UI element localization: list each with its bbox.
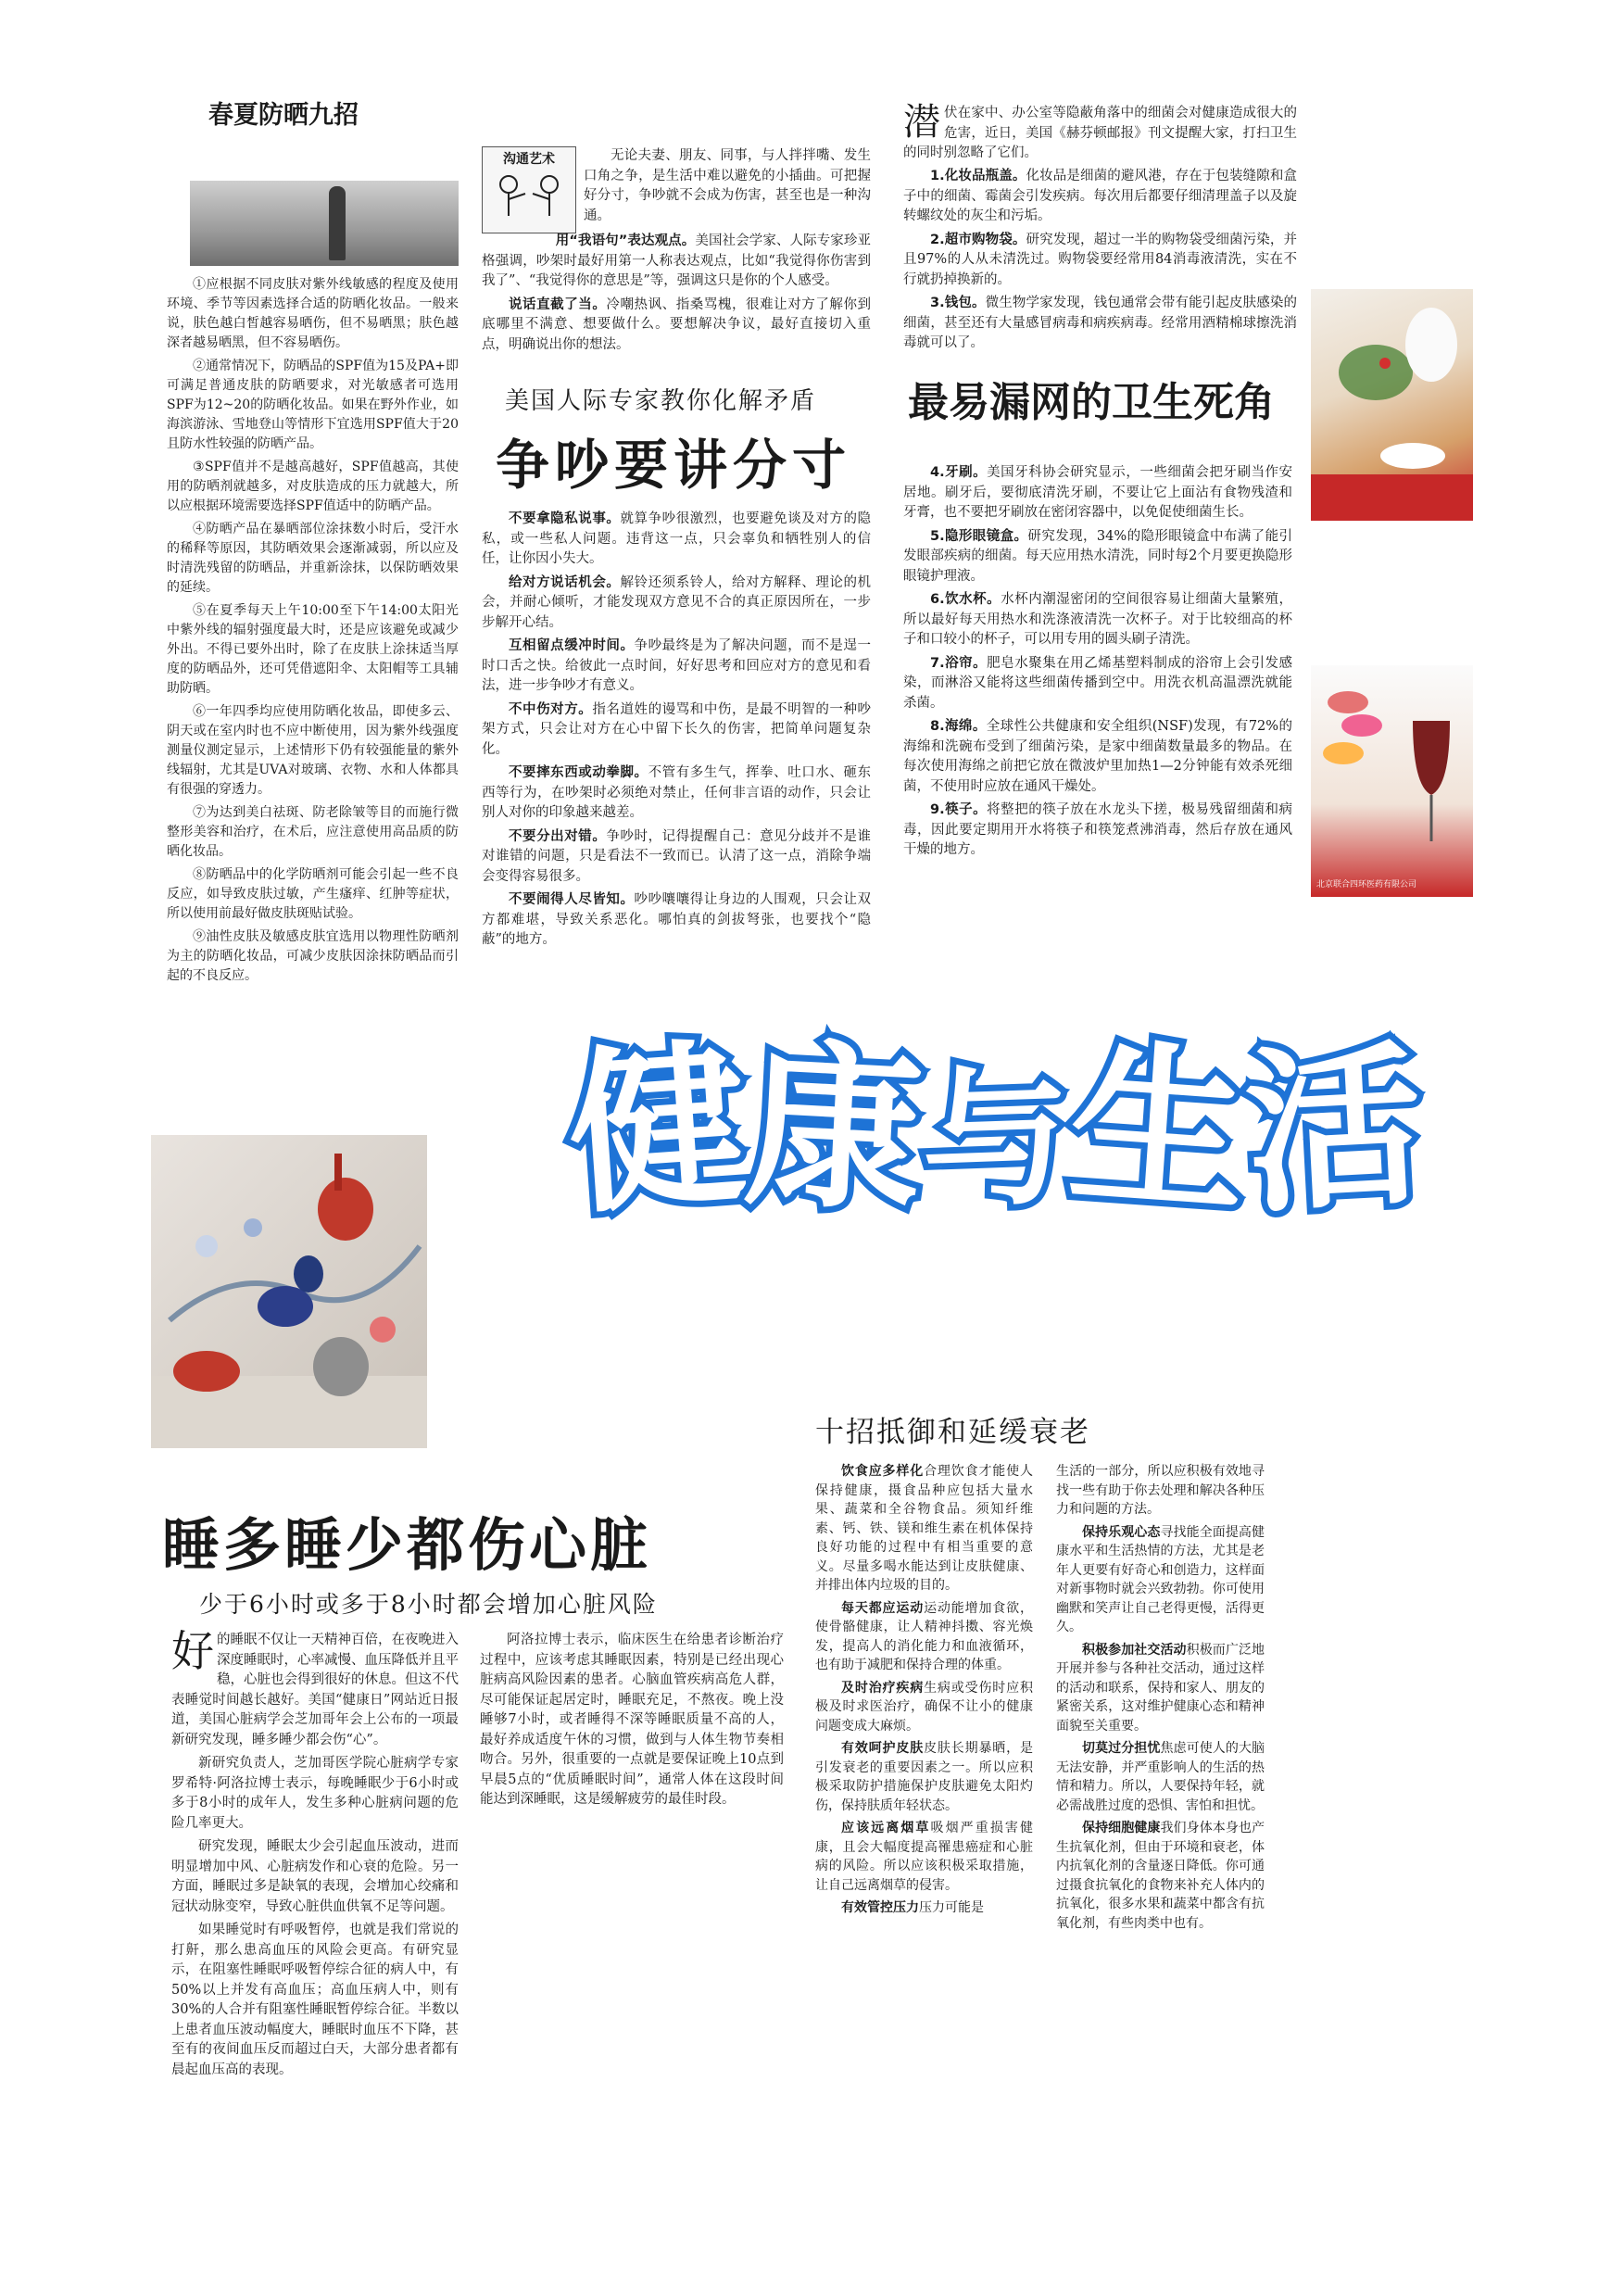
aging-tip-text: 我们身体本身也产生抗氧化剂，但由于环境和衰老，体内抗氧化剂的含量逐日降低。你可通过摄食抗氧化的食物来补充人体内的抗氧化，很多水果和蔬菜中都含有抗氧化剂，有些肉类中也有。 <box>1056 1821 1265 1931</box>
hygiene-item <box>903 717 1292 797</box>
aging-col-2 <box>1056 1462 1265 1936</box>
quarrel-tip-lead: 不要拿隐私说事。 <box>509 511 621 526</box>
sunscreen-tip: ⑤在夏季每天上午10:00至下午14:00太阳光中紫外线的辐射强度最大时，还是应该避免或减少外出。不得已要外出时，除了在皮肤上涂抹适当厚度的防晒品外，还可凭借遮阳伞、太阳帽等工具辅助防晒。 <box>167 603 459 696</box>
banner-char: 活 <box>1240 1023 1428 1237</box>
ad-photo-bottom <box>1311 665 1473 897</box>
banner-char: 与 <box>918 1050 1074 1229</box>
quarrel-tip-text: 就算争吵很激烈，也要避免谈及对方的隐私，或一些私人问题。违背这一点，只会辜负和牺牲别人的信任，让你因小失大。 <box>482 511 872 566</box>
banner-char: 健 <box>562 1021 753 1239</box>
sunscreen-tip: ②通常情况下，防晒品的SPF值为15及PA+即可满足普通皮肤的防晒要求，对光敏感者可选用SPF为12~20的防晒化妆品。如果在野外作业，如海滨游泳、雪地登山等情形下宜选用SPF值大于20且防水性较强的防晒产品。 <box>167 359 459 451</box>
quarrel-body <box>482 510 871 954</box>
hygiene-item-text: 全球性公共健康和安全组织(NSF)发现，有72%的海绵和洗碗布受到了细菌污染，是家中细菌数量最多的物品。在每次使用海绵之前把它放在微波炉里加热1—2分钟能有效杀死细菌，不使用时应放在通风干燥处。 <box>903 719 1292 794</box>
sleep-col-2 <box>480 1631 784 1814</box>
aging-tip-lead: 有效呵护皮肤 <box>841 1741 925 1756</box>
sunscreen-tip: ④防晒产品在暴晒部位涂抹数小时后，受汗水的稀释等原因，其防晒效果会逐渐减弱，所以应及时清洗残留的防晒品，并重新涂抹，以保防晒效果的延续。 <box>167 522 459 595</box>
quarrel-tip-lead: 不中伤对方。 <box>509 701 593 717</box>
quarrel-tip <box>482 510 871 570</box>
quarrel-tip <box>482 700 871 761</box>
sunscreen-tip: ①应根据不同皮肤对紫外线敏感的程度及使用环境、季节等因素选择合适的防晒化妆品。一般来说，肤色越白皙越容易晒伤，但不易晒黑；肤色越深者越易晒黑，但不容易晒伤。 <box>167 277 459 350</box>
sunscreen-title: 春夏防晒九招 <box>208 101 359 130</box>
aging-tip-text: 压力可能是 <box>919 1900 984 1915</box>
aging-tip-lead: 保持乐观心态 <box>1082 1524 1161 1540</box>
sunscreen-tip: ⑧防晒品中的化学防晒剂可能会引起一些不良反应，如导致皮肤过敏，产生瘙痒、红肿等症状，所以使用前最好做皮肤斑贴试验。 <box>167 867 459 921</box>
aging-tip-lead: 饮食应多样化 <box>841 1464 925 1479</box>
sleep-subtitle: 少于6小时或多于8小时都会增加心脏风险 <box>199 1591 658 1618</box>
sleep-p5: 阿洛拉博士表示，临床医生在给患者诊断治疗过程中，应该考虑其睡眠因素，特别是已经出现心脏病高风险因素的患者。心脑血管疾病高危人群，尽可能保证起居定时，睡眠充足，不熬夜。晚上没睡够7小时，或者睡得不深等睡眠质量不高的人，最好养成适度午休的习惯，做到与人体生物节奏相吻合。另外，很重要的一点就是要保证晚上10点到早晨5点的“优质睡眠时间”，通常人体在这段时间能达到深睡眠，这是缓解疲劳的最佳时段。 <box>480 1633 784 1807</box>
quarrel-tip <box>482 827 871 888</box>
quarrel-tip <box>482 637 871 697</box>
hygiene-item-lead: 2.超市购物袋。 <box>930 232 1026 247</box>
quarrel-tip-text: 不管有多生气，挥拳、吐口水、砸东西等行为，在吵架时必须绝对禁止，任何非言语的动作，只会让别人对你的印象越来越差。 <box>482 765 872 820</box>
aging-tip-text: 积极而广泛地开展并参与各种社交活动，通过这样的活动和联系，保持和家人、朋友的紧密关系，这对维护健康心态和精神面貌至关重要。 <box>1056 1642 1265 1734</box>
quarrel-tip <box>482 763 871 824</box>
quarrel-tip-lead: 不要分出对错。 <box>509 828 607 844</box>
ad-company-text: 北京联合四环医药有限公司 <box>1316 880 1417 889</box>
cartoon-illustration <box>482 146 576 233</box>
aging-tip-lead: 有效管控压力 <box>841 1900 919 1915</box>
quarrel-tip-text: 指名道姓的谩骂和中伤，是最不明智的一种吵架方式，只会让对方在心中留下长久的伤害，把简单问题复杂化。 <box>482 701 872 757</box>
arguing-figures-icon <box>483 168 575 229</box>
aging-title: 十招抵御和延缓衰老 <box>815 1416 1090 1449</box>
quarrel-title: 争吵要讲分寸 <box>496 434 852 497</box>
aging-tip-text: 运动能增加食欲，使骨骼健康，让人精神抖擞、容光焕发，提高人的消化能力和血液循环，也有助于减肥和保持合理的体重。 <box>815 1600 1034 1672</box>
hygiene-intro: 潜伏在家中、办公室等隐蔽角落中的细菌会对健康造成很大的危害，近日，美国《赫芬顿邮报》刊文提醒大家，打扫卫生的同时别忽略了它们。 <box>903 101 1297 160</box>
intro3-lead: 说话直截了当。 <box>509 296 607 312</box>
hygiene-item-text: 研究发现，34%的隐形眼镜盒中布满了能引发眼部疾病的细菌。每天应用热水清洗，同时每2个月要更换隐形眼镜护理液。 <box>903 528 1292 584</box>
aging-tip <box>1056 1641 1265 1736</box>
dessert-icon <box>1311 289 1473 521</box>
hygiene-items-b <box>903 463 1292 864</box>
hygiene-item <box>903 167 1297 227</box>
cartoon-label: 沟通艺术 <box>503 152 555 167</box>
kitchen-photo <box>151 1135 427 1448</box>
aging-tip-lead: 每天都应运动 <box>841 1600 925 1616</box>
hygiene-item-lead: 3.钱包。 <box>930 296 986 310</box>
hygiene-item-text: 化妆品是细菌的避风港，存在于包装缝隙和盒子中的细菌、霉菌会引发疾病。每次用后都要仔细清理盖子以及旋转螺纹处的灰尘和污垢。 <box>903 169 1297 223</box>
quarrel-subtitle: 美国人际专家教你化解矛盾 <box>505 387 817 415</box>
hygiene-item-lead: 6.饮水杯。 <box>930 592 1001 607</box>
sleep-drop-cap: 好 <box>171 1626 214 1676</box>
hygiene-item-lead: 8.海绵。 <box>930 719 987 734</box>
aging-tip-text: 合理饮食才能使人保持健康，摄食品种应包括大量水果、蔬菜和全谷物食品。须知纤维素、钙、铁、镁和维生素在机体保持良好功能的过程中有相当重要的意义。尽量多喝水能达到让皮肤健康、并排出体内垃圾的目的。 <box>815 1464 1034 1593</box>
macaron-wine-icon <box>1311 665 1473 897</box>
quarrel-tip <box>482 574 871 634</box>
aging-tip <box>815 1898 1033 1918</box>
hygiene-item-text: 水杯内潮湿密闭的空间很容易让细菌大量繁殖，所以最好每天用热水和洗涤液清洗一次杯子。对于比较细高的杯子和口较小的杯子，可以用专用的圆头刷子清洗。 <box>903 592 1292 647</box>
sunscreen-tip: ⑦为达到美白祛斑、防老除皱等目的而施行微整形美容和治疗，在术后，应注意使用高品质的防晒化妆品。 <box>167 805 459 859</box>
hygiene-item-lead: 7.浴帘。 <box>930 655 988 671</box>
quarrel-tip-lead: 互相留点缓冲时间。 <box>509 638 635 653</box>
hygiene-title: 最易漏网的卫生死角 <box>908 379 1275 426</box>
aging-tip-lead: 积极参加社交活动 <box>1082 1642 1187 1658</box>
sleep-col-1: 好的睡眠不仅让一天精神百倍，在夜晚进入深度睡眠时，心率减慢、血压降低并且平稳，心脏也会得到很好的休息。但这不代表睡觉时间越长越好。美国“健康日”网站近日报道，美国心脏病学会芝加哥年会上公布的一项最新研究发现，睡多睡少都会伤“心”。 新研究负责人，芝加哥医学院心脏病学专家罗希特·阿洛拉博士表示，每晚睡眠少于6小时或多于8小时的成年人，发生多种心脏病问题的危险几率更大。 研究发现，睡眠太少会引起血压波动，进而明显增加中风、心脏病发作和心衰的危险。另一方面，睡眠过多是缺氧的表现，会增加心绞痛和冠状动脉变窄，导致心脏供血供氧不足等问题。 如果睡觉时有呼吸暂停，也就是我们常说的打鼾，那么患高血压的风险会更高。有研究显示，在阻塞性睡眠呼吸暂停综合征的病人中，有50%以上并发有高血压；高血压病人中，则有30%的人合并有阻塞性睡眠暂停综合征。半数以上患者血压波动幅度大，睡眠时血压不下降，甚至有的夜间血压反而超过白天，大部分患者都有晨起血压高的表现。 <box>171 1626 459 2077</box>
aging-tip-lead: 应该远离烟草 <box>841 1821 931 1835</box>
hygiene-item-text: 肥皂水聚集在用乙烯基塑料制成的浴帘上会引发感染，而淋浴又能将这些细菌传播到空中。用洗衣机高温漂洗就能杀菌。 <box>903 655 1292 711</box>
quarrel-tip-text: 吵吵嚷嚷得让身边的人围观，只会让双方都难堪，导致关系恶化。哪怕真的剑拔弩张，也要找个“隐蔽”的地方。 <box>482 892 872 947</box>
quarrel-tip <box>482 890 871 951</box>
hygiene-item-lead: 4.牙刷。 <box>930 465 988 480</box>
hygiene-item-lead: 1.化妆品瓶盖。 <box>930 169 1026 183</box>
hygiene-item-lead: 9.筷子。 <box>930 802 988 817</box>
quarrel-intro-2: 用“我语句”表达观点。美国社会学家、人际专家珍亚格强调，吵架时最好用第一人称表达观点，比如“我觉得你伤害到我了”、“我觉得你的意思是”等，强调这只是你的个人感受。 说话直截了当。冷嘲热讽、指桑骂槐，很难让对方了解你到底哪里不满意、想要做什么。要想解决争议，最好直接切入重点，明确说出你的想法。 <box>482 233 872 352</box>
hygiene-drop-cap: 潜 <box>903 101 940 144</box>
sunscreen-tip: ③SPF值并不是越高越好，SPF值越高，其使用的防晒剂就越多，对皮肤造成的压力就越大，所以应根据环境需要选择SPF值适中的防晒产品。 <box>167 460 459 513</box>
aging-tip <box>815 1819 1033 1895</box>
hygiene-item-text: 将整把的筷子放在水龙头下搓，极易残留细菌和病毒，因此要定期用开水将筷子和筷笼煮沸消毒，然后存放在通风干燥的地方。 <box>903 802 1292 857</box>
hygiene-item <box>903 590 1292 650</box>
beach-photo <box>190 181 459 266</box>
hygiene-item <box>903 463 1292 523</box>
aging-col-1 <box>815 1462 1033 1922</box>
quarrel-intro-1: 无论夫妻、朋友、同事，与人拌拌嘴、发生口角之争，是生活中难以避免的小插曲。可把握好分寸，争吵就不会成为伤害，甚至也是一种沟通。 <box>584 148 871 223</box>
sunscreen-tip: ⑨油性皮肤及敏感皮肤宜选用以物理性防晒剂为主的防晒化妆品，可减少皮肤因涂抹防晒品而引起的不良反应。 <box>167 929 459 983</box>
ad-photo-top <box>1311 289 1473 521</box>
hygiene-items-a <box>903 167 1297 358</box>
aging-tip-lead: 及时治疗疾病 <box>841 1680 925 1696</box>
hygiene-item-lead: 5.隐形眼镜盒。 <box>930 528 1028 544</box>
banner-char: 康 <box>740 1023 927 1237</box>
hygiene-item-text: 研究发现，超过一半的购物袋受细菌污染，并且97%的人从未清洗过。购物袋要经常用84消毒液清洗，实在不行就扔掉换新的。 <box>903 232 1297 287</box>
quarrel-tip-lead: 不要闹得人尽皆知。 <box>509 892 635 907</box>
quarrel-tip-text: 争吵最终是为了解决问题，而不是逞一时口舌之快。给彼此一点时间，好好思考和回应对方的意见和看法，进一步争吵才有意义。 <box>482 638 872 693</box>
aging-tip-lead: 切莫过分担忧 <box>1082 1741 1161 1756</box>
banner-char: 生 <box>1063 1021 1253 1239</box>
hygiene-item <box>903 527 1292 587</box>
aging-tip-text: 寻找能全面提高健康水平和生活热情的方法，尤其是老年人更要有好奇心和创造力，这样面对新事物时就会兴致勃勃。你可使用幽默和笑声让自己老得更慢，活得更久。 <box>1056 1524 1265 1634</box>
aging-tip <box>815 1462 1033 1595</box>
quarrel-tip-text: 争吵时，记得提醒自己：意见分歧并不是谁对谁错的问题，只是看法不一致而已。认清了这一点，消除争端会变得容易很多。 <box>482 828 872 884</box>
aging-tip-text: 皮肤长期暴晒，是引发衰老的重要因素之一。所以应积极采取防护措施保护皮肤避免太阳灼伤，保持肤质年轻状态。 <box>815 1741 1034 1813</box>
quarrel-tip-lead: 不要摔东西或动拳脚。 <box>509 765 648 780</box>
sunscreen-tip: ⑥一年四季均应使用防晒化妆品，即使多云、阴天或在室内时也不应中断使用，因为紫外线强度测量仪测定显示，上述情形下仍有较强能量的紫外线辐射，尤其是UVA对玻璃、衣物、水和人体都具有很强的穿透力。 <box>167 704 459 797</box>
aging-tip <box>815 1679 1033 1736</box>
quarrel-tip-lead: 给对方说话机会。 <box>509 574 621 590</box>
hygiene-item-text: 微生物学家发现，钱包通常会带有能引起皮肤感染的细菌，甚至还有大量感冒病毒和病疾病毒。经常用酒精棉球擦洗消毒就可以了。 <box>903 296 1297 350</box>
kitchenware-icon <box>151 1135 427 1448</box>
intro2-lead: 用“我语句”表达观点。 <box>555 233 696 248</box>
hygiene-item <box>903 801 1292 861</box>
hygiene-item-text: 美国牙科协会研究显示，一些细菌会把牙刷当作安居地。刷牙后，要彻底清洗牙刷，不要让它上面沾有食物残渣和牙膏，也不要把牙刷放在密闭容器中，以免促使细菌生长。 <box>903 465 1292 520</box>
aging-tip <box>1056 1739 1265 1815</box>
aging-tip-text: 焦虑可使人的大脑无法安静，并严重影响人的生活的热情和精力。所以，人要保持年轻，就必需战胜过度的恐惧、害怕和担忧。 <box>1056 1741 1265 1813</box>
sunscreen-body <box>167 275 459 990</box>
aging-tip <box>815 1599 1033 1675</box>
aging-tip <box>815 1739 1033 1815</box>
aging-tip <box>1056 1819 1265 1933</box>
aging-tip-text: 生病或受伤时应积极及时求医治疗，确保不让小的健康问题变成大麻烦。 <box>815 1680 1034 1734</box>
aging-tip-lead: 保持细胞健康 <box>1082 1821 1161 1835</box>
quarrel-tip-text: 解铃还须系铃人，给对方解释、理论的机会，并耐心倾听，才能发现双方意见不合的真正原因所在，一步步解开心结。 <box>482 574 872 630</box>
hygiene-item <box>903 294 1297 354</box>
aging-tip-continued: 生活的一部分，所以应积极有效地寻找一些有助于你去处理和解决各种压力和问题的方法。 <box>1056 1464 1265 1517</box>
aging-tip-text: 吸烟严重损害健康，且会大幅度提高罹患癌症和心脏病的风险。所以应该积极采取措施，让自己远离烟草的侵害。 <box>815 1821 1033 1893</box>
hygiene-item <box>903 231 1297 291</box>
aging-tip <box>1056 1523 1265 1637</box>
sleep-title: 睡多睡少都伤心脏 <box>162 1511 652 1579</box>
banner-health-and-life <box>562 1021 1496 1255</box>
hygiene-item <box>903 654 1292 714</box>
